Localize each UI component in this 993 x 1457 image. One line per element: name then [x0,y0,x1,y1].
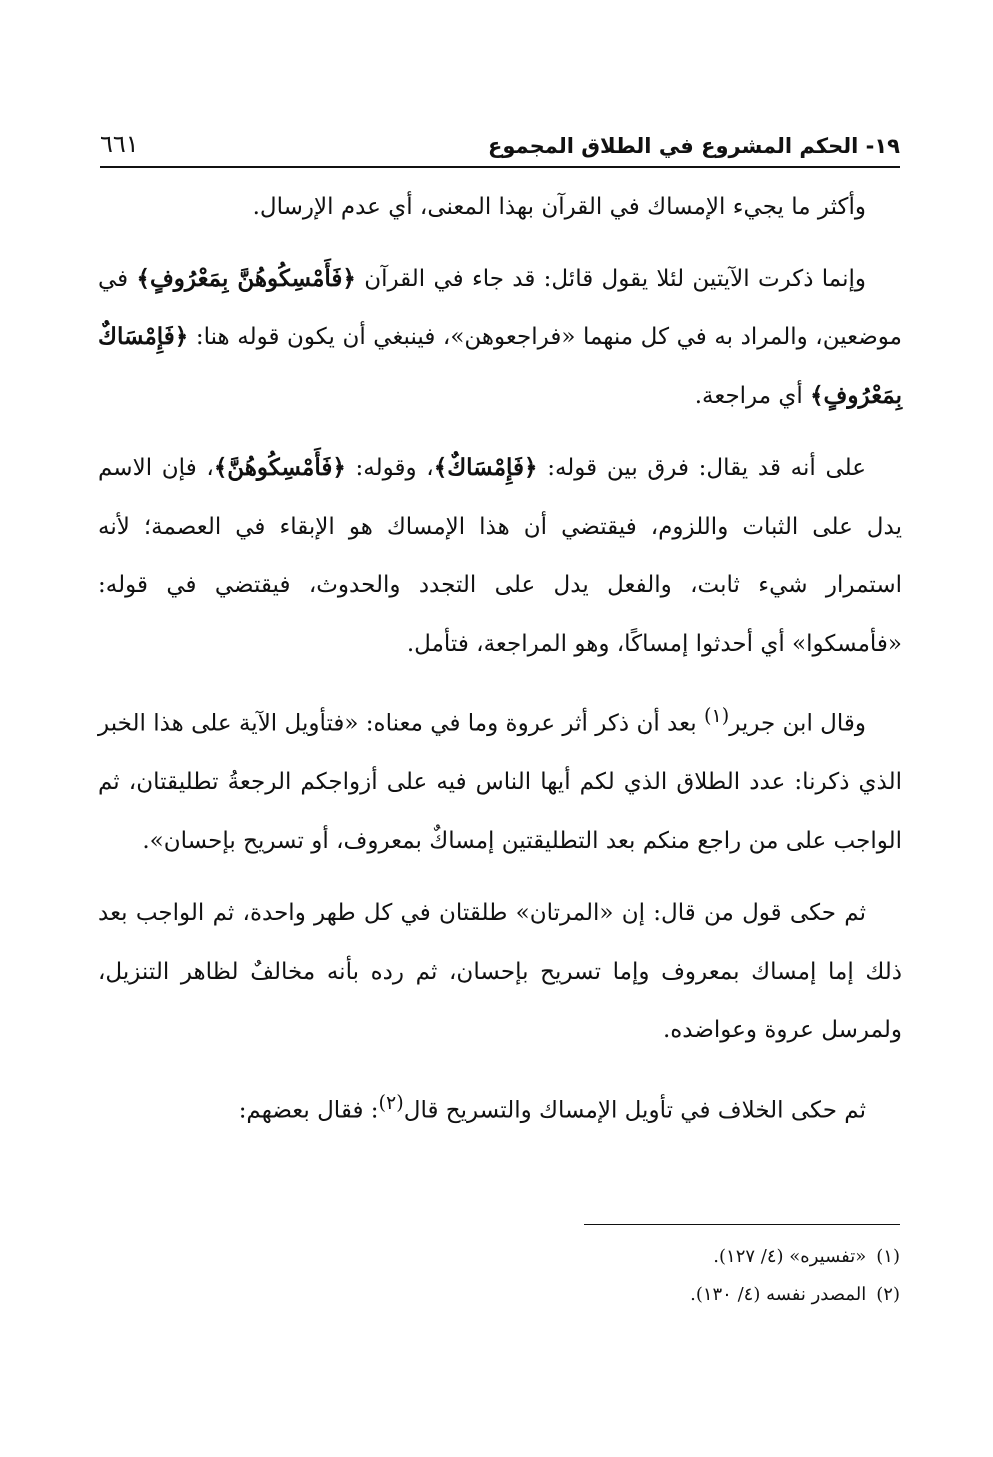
page-number: ٦٦١ [100,130,139,158]
text-segment: على أنه قد يقال: فرق بين قوله: [537,455,866,481]
paragraph [98,439,902,673]
footnote [300,1238,900,1276]
quran-quote: ﴿فَإِمْسَاكٌ﴾ [433,454,538,481]
quran-quote: ﴿فَإِمْسَاكٌ بِمَعْرُوفٍ﴾ [98,323,902,409]
paragraph [98,178,902,237]
chapter-title: ١٩- الحكم المشروع في الطلاق المجموع [488,134,900,158]
main-text [98,178,902,1154]
text-segment: ، وقوله: [345,455,434,481]
text-segment: : فقال بعضهم: [238,1097,379,1124]
footnote [300,1276,900,1314]
text-segment: وإنما ذكرت الآيتين لئلا يقول قائل: قد جاء في القرآن [355,265,866,292]
text-segment: في موضعين، والمراد به في كل منهما «فراجعوهن»، فينبغي أن يكون قوله هنا: [98,265,902,350]
text-segment: بعد أن ذكر أثر عروة وما في معناه: «فتأويل الآية على هذا الخبر الذي ذكرنا: عدد الطلاق الذي لكم أيها الناس فيه على أزواجكم الرجعةُ تطليقتان، ثم الواجب على من راجع منكم بعد التطليقتين إمساكٌ بمعروف، أو تسريح بإحسان». [98,710,902,854]
footnote-text: «تفسيره» (٤/ ١٢٧). [713,1246,867,1267]
quran-quote: ﴿فَأَمْسِكُوهُنَّ بِمَعْرُوفٍ﴾ [136,264,356,292]
footnote-text: المصدر نفسه (٤/ ١٣٠). [690,1284,867,1305]
text-segment: وقال ابن جرير [729,710,866,737]
footnote-number: (٢) [876,1284,900,1305]
paragraph [98,884,902,1060]
paragraph [98,687,902,870]
text-segment: ، فإن الاسم يدل على الثبات واللزوم، فيقتضي أن هذا الإمساك هو الإبقاء في العصمة؛ لأنه استمرار شيء ثابت، والفعل يدل على التجدد والحدوث، فيقتضي في قوله: «فأمسكوا» أي أحدثوا إمساكًا، وهو المراجعة، فتأمل. [98,455,902,657]
header-divider [100,166,900,168]
quran-quote: ﴿فَأَمْسِكُوهُنَّ﴾ [213,454,346,481]
footnote-divider [584,1224,900,1225]
footnote-number: (١) [876,1246,900,1267]
paragraph [98,1074,902,1140]
text-segment: ثم حكى قول من قال: إن «المرتان» طلقتان في كل طهر واحدة، ثم الواجب بعد ذلك إما إمساك بمعروف وإما تسريح بإحسان، ثم رده بأنه مخالفٌ لظاهر التنزيل، ولمرسل عروة وعواضده. [98,900,902,1044]
footnote-ref: (١) [703,704,730,727]
running-header [100,118,900,158]
footnote-ref: (٢) [378,1090,404,1114]
text-segment: وأكثر ما يجيء الإمساك في القرآن بهذا المعنى، أي عدم الإرسال. [252,194,866,220]
text-segment: ثم حكى الخلاف في تأويل الإمساك والتسريح قال [403,1097,866,1124]
footnotes [300,1238,900,1314]
text-segment: أي مراجعة. [694,382,811,409]
paragraph [98,250,902,426]
